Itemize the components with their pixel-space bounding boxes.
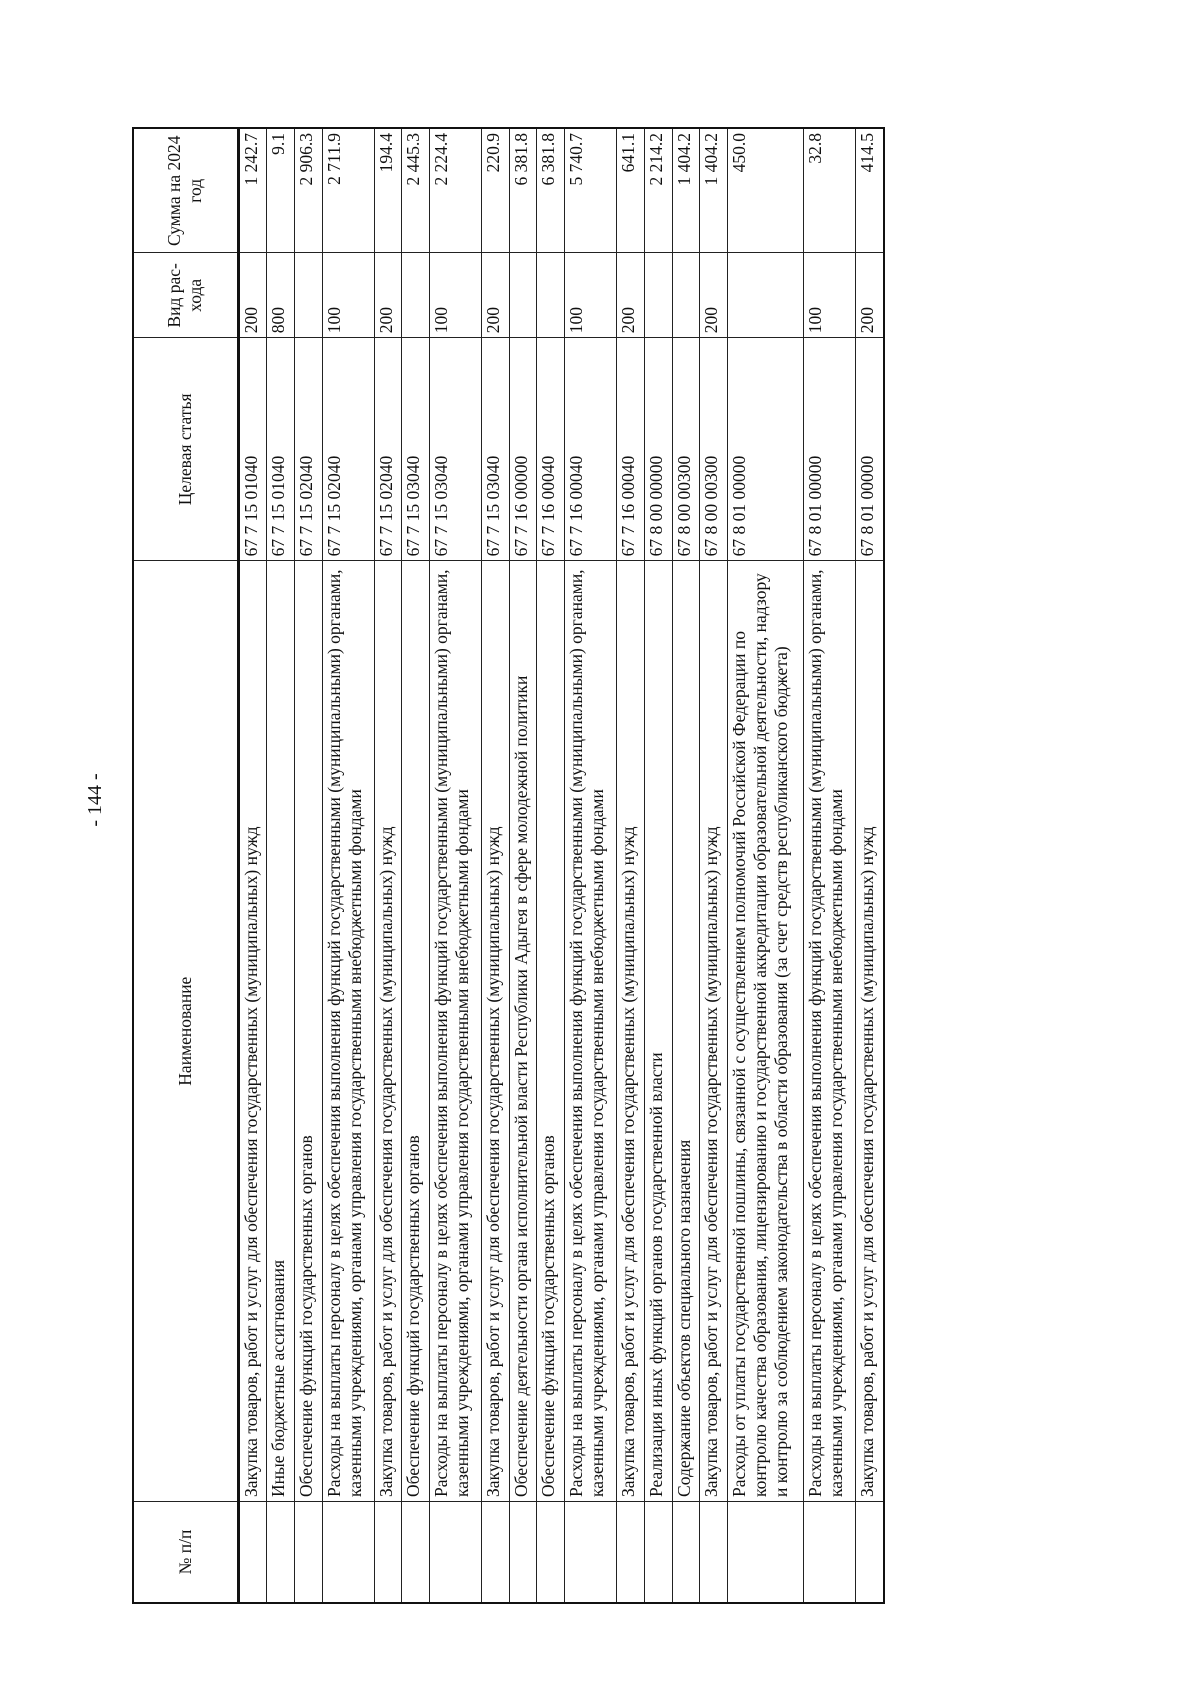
row-type-cell: 100 bbox=[430, 253, 482, 338]
row-code-cell: 67 7 15 01040 bbox=[238, 338, 267, 561]
row-type-cell bbox=[672, 253, 700, 338]
row-code-cell: 67 7 16 00040 bbox=[565, 338, 617, 561]
row-type-cell: 100 bbox=[565, 253, 617, 338]
header-type: Вид рас-хода bbox=[133, 253, 238, 338]
header-code: Целевая статья bbox=[133, 338, 238, 561]
row-num-cell bbox=[322, 1501, 374, 1603]
table-row bbox=[509, 128, 537, 1603]
row-num-cell bbox=[482, 1501, 510, 1603]
row-name-cell: Закупка товаров, работ и услуг для обеспечения государственных (муниципальных) нужд bbox=[856, 561, 884, 1502]
table-row bbox=[430, 128, 482, 1603]
row-code-cell: 67 7 15 02040 bbox=[295, 338, 323, 561]
row-num-cell bbox=[856, 1501, 884, 1603]
row-name-cell: Закупка товаров, работ и услуг для обеспечения государственных (муниципальных) нужд bbox=[700, 561, 728, 1502]
row-code-cell: 67 7 15 03040 bbox=[430, 338, 482, 561]
row-num-cell bbox=[727, 1501, 803, 1603]
row-num-cell bbox=[509, 1501, 537, 1603]
header-name: Наименование bbox=[133, 561, 238, 1502]
budget-table bbox=[132, 127, 885, 1604]
row-sum-cell: 9.1 bbox=[267, 128, 295, 253]
row-sum-cell: 6 381.8 bbox=[509, 128, 537, 253]
row-sum-cell: 2 214.2 bbox=[644, 128, 672, 253]
row-name-cell: Обеспечение функций государственных органов bbox=[537, 561, 565, 1502]
table-row bbox=[322, 128, 374, 1603]
row-sum-cell: 6 381.8 bbox=[537, 128, 565, 253]
row-num-cell bbox=[374, 1501, 402, 1603]
header-sum: Сумма на 2024 год bbox=[133, 128, 238, 253]
table-row bbox=[565, 128, 617, 1603]
row-name-cell: Закупка товаров, работ и услуг для обеспечения государственных (муниципальных) нужд bbox=[238, 561, 267, 1502]
table-row bbox=[700, 128, 728, 1603]
table-row bbox=[295, 128, 323, 1603]
table-row bbox=[402, 128, 430, 1603]
row-code-cell: 67 7 16 00040 bbox=[617, 338, 645, 561]
row-type-cell: 200 bbox=[238, 253, 267, 338]
table-row bbox=[537, 128, 565, 1603]
row-type-cell: 800 bbox=[267, 253, 295, 338]
row-num-cell bbox=[430, 1501, 482, 1603]
table-row bbox=[672, 128, 700, 1603]
table-row bbox=[267, 128, 295, 1603]
row-type-cell bbox=[295, 253, 323, 338]
row-code-cell: 67 7 15 02040 bbox=[374, 338, 402, 561]
page-number: - 144 - bbox=[84, 773, 106, 827]
row-type-cell: 200 bbox=[856, 253, 884, 338]
rotated-table-container bbox=[132, 127, 885, 1604]
header-num: № п/п bbox=[133, 1501, 238, 1603]
table-row bbox=[238, 128, 267, 1603]
row-num-cell bbox=[804, 1501, 856, 1603]
row-type-cell: 100 bbox=[322, 253, 374, 338]
row-code-cell: 67 7 15 01040 bbox=[267, 338, 295, 561]
row-type-cell: 200 bbox=[700, 253, 728, 338]
row-num-cell bbox=[644, 1501, 672, 1603]
row-type-cell: 200 bbox=[374, 253, 402, 338]
row-sum-cell: 32.8 bbox=[804, 128, 856, 253]
table-row bbox=[856, 128, 884, 1603]
row-code-cell: 67 8 00 00300 bbox=[700, 338, 728, 561]
row-name-cell: Расходы на выплаты персоналу в целях обеспечения выполнения функций государственными (муниципальными) органами, казенными учреждениями, органами управления государственными внебюджетными фондами bbox=[322, 561, 374, 1502]
row-sum-cell: 220.9 bbox=[482, 128, 510, 253]
row-code-cell: 67 8 01 00000 bbox=[856, 338, 884, 561]
row-type-cell: 100 bbox=[804, 253, 856, 338]
row-code-cell: 67 7 15 03040 bbox=[482, 338, 510, 561]
row-type-cell: 200 bbox=[482, 253, 510, 338]
row-code-cell: 67 8 01 00000 bbox=[727, 338, 803, 561]
table-row bbox=[617, 128, 645, 1603]
row-sum-cell: 414.5 bbox=[856, 128, 884, 253]
row-num-cell bbox=[537, 1501, 565, 1603]
table-row bbox=[374, 128, 402, 1603]
row-name-cell: Реализация иных функций органов государственной власти bbox=[644, 561, 672, 1502]
row-name-cell: Закупка товаров, работ и услуг для обеспечения государственных (муниципальных) нужд bbox=[374, 561, 402, 1502]
row-name-cell: Закупка товаров, работ и услуг для обеспечения государственных (муниципальных) нужд bbox=[482, 561, 510, 1502]
row-code-cell: 67 7 15 03040 bbox=[402, 338, 430, 561]
row-num-cell bbox=[565, 1501, 617, 1603]
row-name-cell: Закупка товаров, работ и услуг для обеспечения государственных (муниципальных) нужд bbox=[617, 561, 645, 1502]
row-code-cell: 67 8 00 00000 bbox=[644, 338, 672, 561]
row-sum-cell: 2 906.3 bbox=[295, 128, 323, 253]
row-sum-cell: 2 711.9 bbox=[322, 128, 374, 253]
header-row bbox=[133, 128, 238, 1603]
row-type-cell: 200 bbox=[617, 253, 645, 338]
row-sum-cell: 450.0 bbox=[727, 128, 803, 253]
row-sum-cell: 2 445.3 bbox=[402, 128, 430, 253]
row-sum-cell: 2 224.4 bbox=[430, 128, 482, 253]
row-num-cell bbox=[267, 1501, 295, 1603]
table-row bbox=[482, 128, 510, 1603]
row-sum-cell: 641.1 bbox=[617, 128, 645, 253]
row-type-cell bbox=[727, 253, 803, 338]
row-type-cell bbox=[509, 253, 537, 338]
row-num-cell bbox=[672, 1501, 700, 1603]
table-body bbox=[238, 128, 884, 1603]
row-code-cell: 67 7 16 00040 bbox=[537, 338, 565, 561]
row-name-cell: Расходы на выплаты персоналу в целях обеспечения выполнения функций государственными (муниципальными) органами, казенными учреждениями, органами управления государственными внебюджетными фондами bbox=[804, 561, 856, 1502]
row-name-cell: Обеспечение функций государственных органов bbox=[295, 561, 323, 1502]
row-name-cell: Содержание объектов специального назначения bbox=[672, 561, 700, 1502]
row-sum-cell: 194.4 bbox=[374, 128, 402, 253]
row-num-cell bbox=[700, 1501, 728, 1603]
row-name-cell: Иные бюджетные ассигнования bbox=[267, 561, 295, 1502]
row-sum-cell: 1 404.2 bbox=[700, 128, 728, 253]
row-code-cell: 67 7 16 00000 bbox=[509, 338, 537, 561]
row-num-cell bbox=[617, 1501, 645, 1603]
row-code-cell: 67 8 00 00300 bbox=[672, 338, 700, 561]
table-row bbox=[727, 128, 803, 1603]
row-num-cell bbox=[402, 1501, 430, 1603]
row-name-cell: Расходы на выплаты персоналу в целях обеспечения выполнения функций государственными (муниципальными) органами, казенными учреждениями, органами управления государственными внебюджетными фондами bbox=[565, 561, 617, 1502]
row-type-cell bbox=[644, 253, 672, 338]
row-name-cell: Обеспечение функций государственных органов bbox=[402, 561, 430, 1502]
table-row bbox=[644, 128, 672, 1603]
row-type-cell bbox=[402, 253, 430, 338]
row-num-cell bbox=[295, 1501, 323, 1603]
row-sum-cell: 1 242.7 bbox=[238, 128, 267, 253]
row-name-cell: Расходы от уплаты государственной пошлины, связанной с осуществлением полномочий Российской Федерации по контролю качества образования, лицензированию и государственной аккредитации образовательной деятельности, надзору и контролю за соблюдением законодательства в области образования (за счет средств республиканского бюджета) bbox=[727, 561, 803, 1502]
row-sum-cell: 1 404.2 bbox=[672, 128, 700, 253]
row-code-cell: 67 7 15 02040 bbox=[322, 338, 374, 561]
row-code-cell: 67 8 01 00000 bbox=[804, 338, 856, 561]
row-type-cell bbox=[537, 253, 565, 338]
row-name-cell: Расходы на выплаты персоналу в целях обеспечения выполнения функций государственными (муниципальными) органами, казенными учреждениями, органами управления государственными внебюджетными фондами bbox=[430, 561, 482, 1502]
row-num-cell bbox=[238, 1501, 267, 1603]
row-sum-cell: 5 740.7 bbox=[565, 128, 617, 253]
row-name-cell: Обеспечение деятельности органа исполнительной власти Республики Адыгея в сфере молодежной политики bbox=[509, 561, 537, 1502]
table-row bbox=[804, 128, 856, 1603]
